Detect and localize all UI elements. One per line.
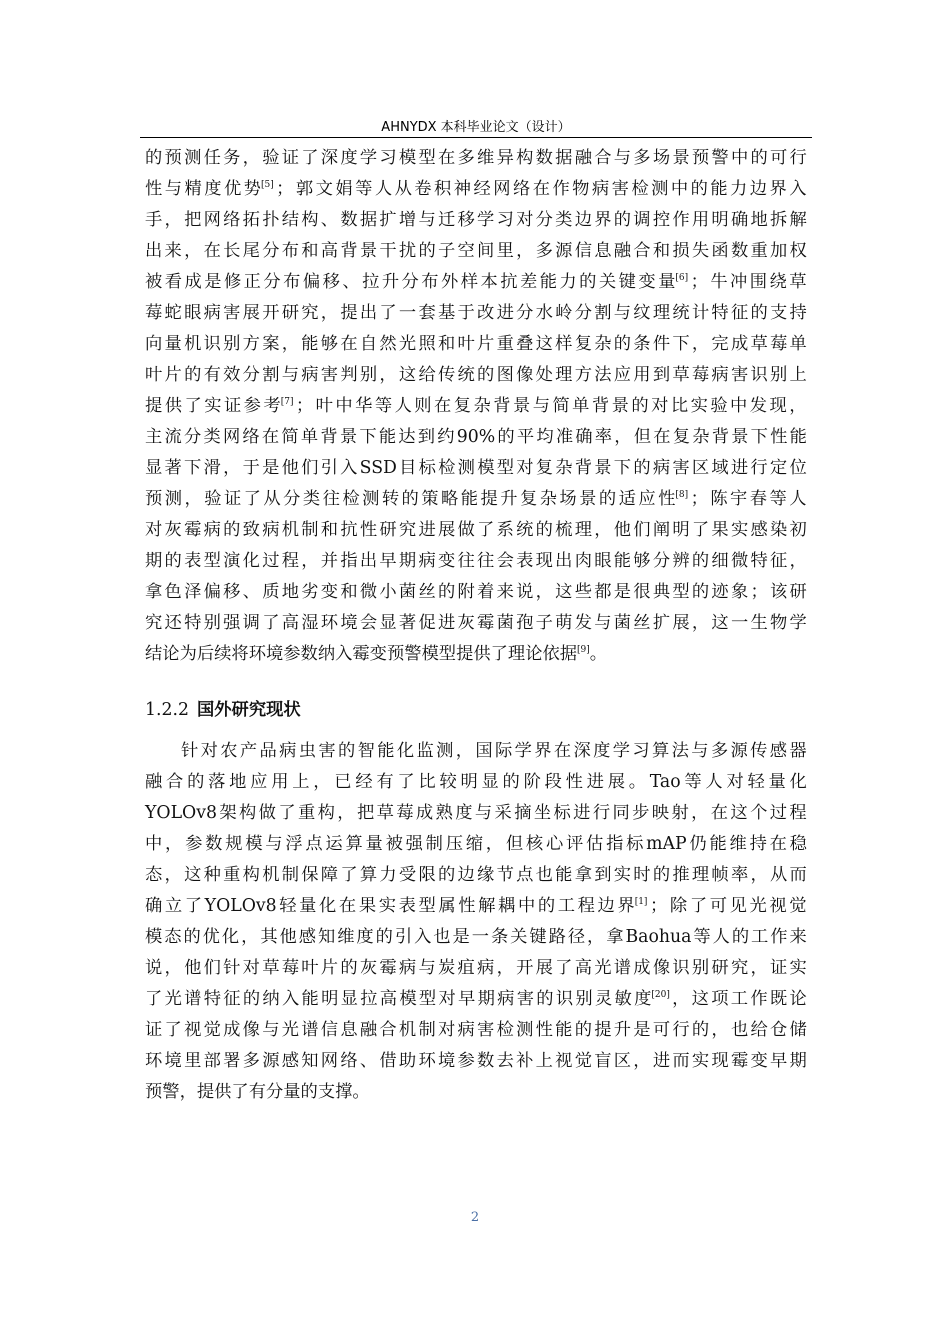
- text-line: 性 与 精 度 优 势[5] ； 郭 文 娟 等 人 从 卷 积 神 经 网 络 在 作 物 病 害 检 测 中 的 能 力 边 界 入: [145, 179, 807, 199]
- text-line: 针 对 农 产 品 病 虫 害 的 智 能 化 监 测 ， 国 际 学 界 在 深 度 学 习 算 法 与 多 源 传 感 器: [181, 741, 807, 761]
- section-title: 国外研究现状: [196, 700, 301, 720]
- text-line: 叶 片 的 有 效 分 割 与 病 害 判 别 ， 这 给 传 统 的 图 像 处 理 方 法 应 用 到 草 莓 病 害 识 别 上: [145, 365, 807, 385]
- text-line: 预 测 ， 验 证 了 从 分 类 往 检 测 转 的 策 略 能 提 升 复 杂 场 景 的 适 应 性[8] ； 陈 宇 春 等 人: [145, 489, 807, 509]
- text-line: 拿 色 泽 偏 移 、 质 地 劣 变 和 微 小 菌 丝 的 附 着 来 说 ， 这 些 都 是 很 典 型 的 迹 象 ； 该 研: [145, 582, 807, 602]
- line-text: 结论为后续将环境参数纳入霉变预警模型提供了理论依据[9]。: [145, 644, 608, 664]
- section-number: 1.2.2: [145, 700, 189, 720]
- text-line: 证 了 视 觉 成 像 与 光 谱 信 息 融 合 机 制 对 病 害 检 测 性 能 的 提 升 是 可 行 的 ， 也 给 仓 储: [145, 1020, 807, 1040]
- text-line: 融 合 的 落 地 应 用 上 ， 已 经 有 了 比 较 明 显 的 阶 段 性 进 展 。 Tao 等 人 对 轻 量 化: [145, 772, 807, 792]
- citation-ref[interactable]: [8]: [675, 490, 689, 500]
- text-line: 了 光 谱 特 征 的 纳 入 能 明 显 拉 高 模 型 对 早 期 病 害 的 识 别 灵 敏 度[20] ， 这 项 工 作 既 论: [145, 989, 807, 1009]
- text-line: 期 的 表 型 演 化 过 程 ， 并 指 出 早 期 病 变 往 往 会 表 现 出 肉 眼 能 够 分 辨 的 细 微 特 征 ，: [145, 551, 807, 571]
- text-line: 手 ， 把 网 络 拓 扑 结 构 、 数 据 扩 增 与 迁 移 学 习 对 分 类 边 界 的 调 控 作 用 明 确 地 拆 解: [145, 210, 807, 230]
- text-line: 态 ， 这 种 重 构 机 制 保 障 了 算 力 受 限 的 边 缘 节 点 也 能 拿 到 实 时 的 推 理 帧 率 ， 从 而: [145, 865, 807, 885]
- paragraph-domestic-research: [145, 143, 807, 670]
- text-line: 向 量 机 识 别 方 案 ， 能 够 在 自 然 光 照 和 叶 片 重 叠 这 样 复 杂 的 条 件 下 ， 完 成 草 莓 单: [145, 334, 807, 354]
- text-line: 提 供 了 实 证 参 考[7] ； 叶 中 华 等 人 则 在 复 杂 背 景 与 简 单 背 景 的 对 比 实 验 中 发 现 ，: [145, 396, 807, 416]
- paragraph-foreign-research: [145, 736, 807, 1108]
- text-line: 环 境 里 部 署 多 源 感 知 网 络 、 借 助 环 境 参 数 去 补 上 视 觉 盲 区 ， 进 而 实 现 霉 变 早 期: [145, 1051, 807, 1071]
- text-line: 对 灰 霉 病 的 致 病 机 制 和 抗 性 研 究 进 展 做 了 系 统 的 梳 理 ， 他 们 阐 明 了 果 实 感 染 初: [145, 520, 807, 540]
- text-line: YOLOv8 架 构 做 了 重 构 ， 把 草 莓 成 熟 度 与 采 摘 坐 标 进 行 同 步 映 射 ， 在 这 个 过 程: [145, 803, 807, 823]
- text-line: 被 看 成 是 修 正 分 布 偏 移 、 拉 升 分 布 外 样 本 抗 差 能 力 的 关 键 变 量[6] ； 牛 冲 围 绕 草: [145, 272, 807, 292]
- text-line: 莓 蛇 眼 病 害 展 开 研 究 ， 提 出 了 一 套 基 于 改 进 分 水 岭 分 割 与 纹 理 统 计 特 征 的 支 持: [145, 303, 807, 323]
- text-line: 模 态 的 优 化 ， 其 他 感 知 维 度 的 引 入 也 是 一 条 关 键 路 径 ， 拿 Baohua 等 人 的 工 作 来: [145, 927, 807, 947]
- text-line: 显 著 下 滑 ， 于 是 他 们 引 入 SSD 目 标 检 测 模 型 对 复 杂 背 景 下 的 病 害 区 域 进 行 定 位: [145, 458, 807, 478]
- text-line: 出 来 ， 在 长 尾 分 布 和 高 背 景 干 扰 的 子 空 间 里 ， 多 源 信 息 融 合 和 损 失 函 数 重 加 权: [145, 241, 807, 261]
- section-heading: [145, 695, 301, 720]
- text-line: 确 立 了 YOLOv8 轻 量 化 在 果 实 表 型 属 性 解 耦 中 的 工 程 边 界[1] ； 除 了 可 见 光 视 觉: [145, 896, 807, 916]
- citation-ref[interactable]: [20]: [651, 990, 670, 1000]
- citation-ref[interactable]: [6]: [675, 273, 689, 283]
- text-line: 说 ， 他 们 针 对 草 莓 叶 片 的 灰 霉 病 与 炭 疽 病 ， 开 展 了 高 光 谱 成 像 识 别 研 究 ， 证 实: [145, 958, 807, 978]
- running-header: AHNYDX 本科毕业论文（设计）: [381, 120, 571, 135]
- citation-ref[interactable]: [7]: [280, 397, 294, 407]
- citation-ref[interactable]: [5]: [260, 180, 274, 190]
- text-line: 究 还 特 别 强 调 了 高 湿 环 境 会 显 著 促 进 灰 霉 菌 孢 子 萌 发 与 菌 丝 扩 展 ， 这 一 生 物 学: [145, 613, 807, 633]
- header-rule: [140, 137, 812, 138]
- text-line: [145, 639, 807, 670]
- text-line: 的 预 测 任 务 ， 验 证 了 深 度 学 习 模 型 在 多 维 异 构 数 据 融 合 与 多 场 景 预 警 中 的 可 行: [145, 148, 807, 168]
- text-line: 主 流 分 类 网 络 在 简 单 背 景 下 能 达 到 约 90% 的 平 均 准 确 率 ， 但 在 复 杂 背 景 下 性 能: [145, 427, 807, 447]
- line-text: 预警，提供了有分量的支撑。: [145, 1082, 370, 1102]
- citation-ref[interactable]: [9]: [577, 645, 590, 655]
- text-line: 中 ， 参 数 规 模 与 浮 点 运 算 量 被 强 制 压 缩 ， 但 核 心 评 估 指 标 mAP 仍 能 维 持 在 稳: [145, 834, 807, 854]
- text-line: [145, 1077, 807, 1108]
- page-number: 2: [470, 1210, 480, 1225]
- citation-ref[interactable]: [1]: [634, 897, 648, 907]
